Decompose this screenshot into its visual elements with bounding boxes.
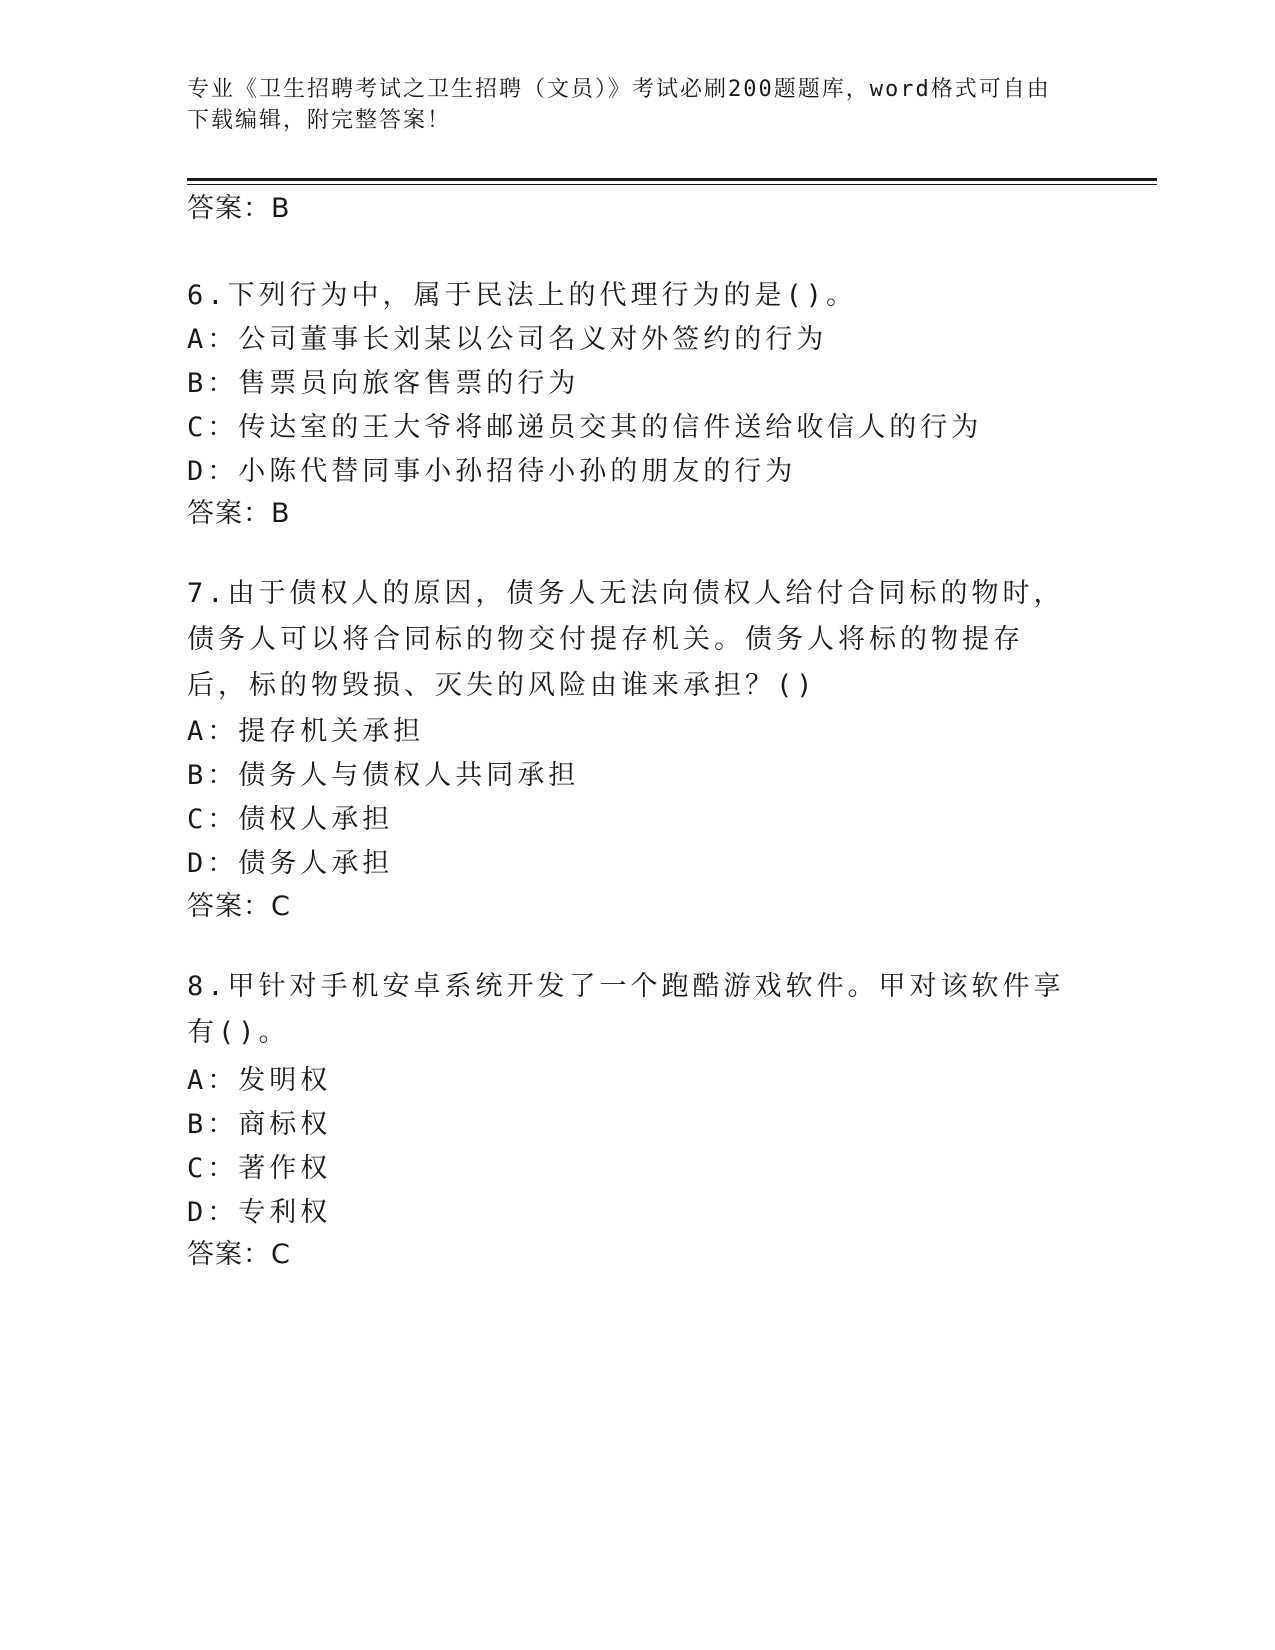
previous-answer: 答案：B — [187, 193, 291, 224]
question-6-option-b: B：售票员向旅客售票的行为 — [187, 368, 580, 399]
header-divider-thin — [187, 184, 1157, 185]
question-8-option-d: D：专利权 — [187, 1197, 332, 1228]
question-6-answer: 答案：B — [187, 498, 291, 529]
question-7-option-c: C：债权人承担 — [187, 804, 394, 835]
header-divider-thick — [187, 178, 1157, 181]
document-header: 专业《卫生招聘考试之卫生招聘（文员）》考试必刷200题题库，word格式可自由下载编辑，附完整答案！ — [187, 77, 1051, 133]
question-6-option-c: C：传达室的王大爷将邮递员交其的信件送给收信人的行为 — [187, 412, 983, 443]
question-8-option-c: C：著作权 — [187, 1153, 332, 1184]
question-6-option-a: A：公司董事长刘某以公司名义对外签约的行为 — [187, 324, 828, 355]
question-8-answer: 答案：C — [187, 1239, 291, 1270]
question-8-stem: 8.甲针对手机安卓系统开发了一个跑酷游戏软件。甲对该软件享有()。 — [187, 971, 1065, 1048]
question-6-option-d: D：小陈代替同事小孙招待小孙的朋友的行为 — [187, 456, 797, 487]
question-8-option-a: A：发明权 — [187, 1065, 332, 1096]
question-7-stem: 7.由于债权人的原因，债务人无法向债权人给付合同标的物时，债务人可以将合同标的物交付提存机关。债务人将标的物提存后，标的物毁损、灭失的风险由谁来承担？() — [187, 578, 1065, 701]
question-7-option-b: B：债务人与债权人共同承担 — [187, 760, 580, 791]
question-6-stem: 6.下列行为中，属于民法上的代理行为的是()。 — [187, 280, 858, 311]
question-7-answer: 答案：C — [187, 891, 291, 922]
question-8-option-b: B：商标权 — [187, 1109, 332, 1140]
question-7-option-d: D：债务人承担 — [187, 848, 394, 879]
question-7-option-a: A：提存机关承担 — [187, 716, 425, 747]
